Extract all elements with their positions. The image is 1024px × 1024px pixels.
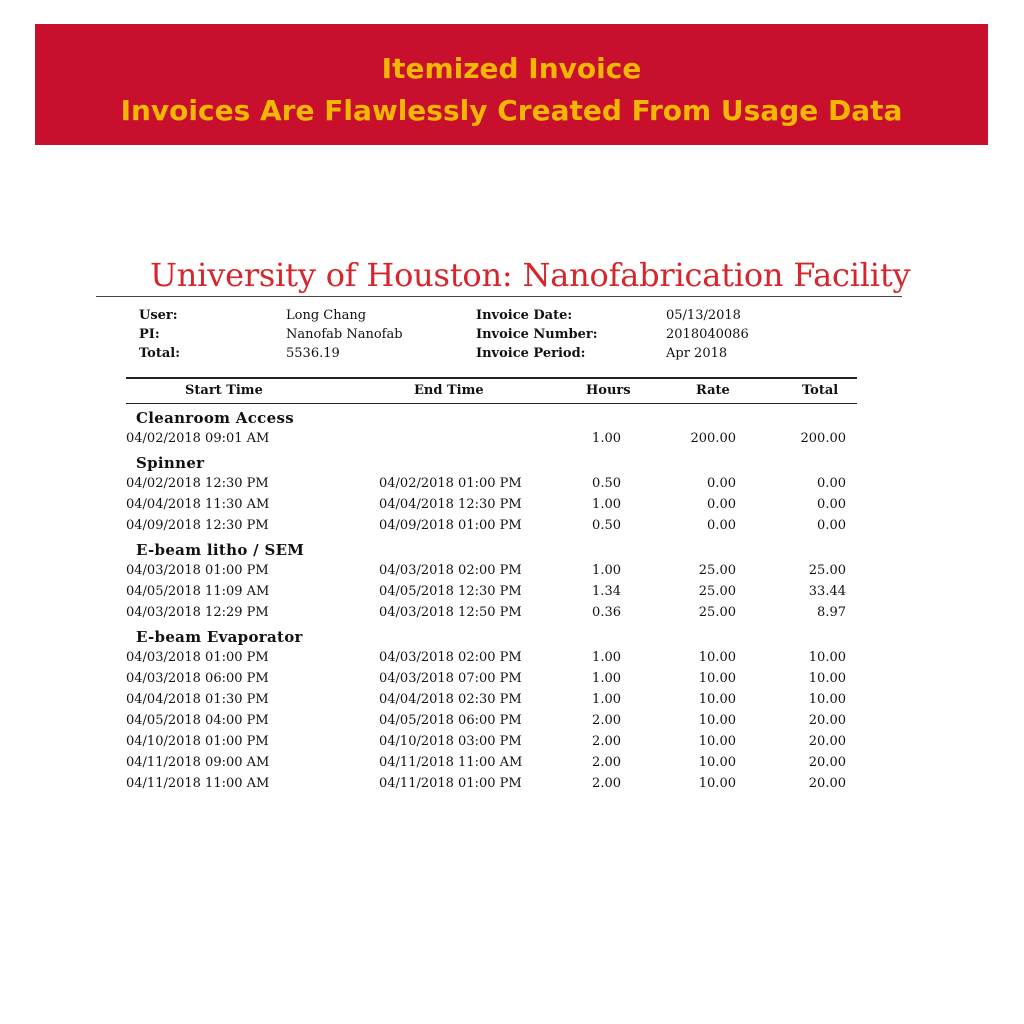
cell-total: 25.00 — [808, 563, 846, 578]
cell-start-time: 04/03/2018 01:00 PM — [126, 563, 269, 578]
group-heading-label: Spinner — [136, 454, 205, 472]
meta-total-value: 5536.19 — [286, 346, 340, 361]
cell-hours: 2.00 — [592, 776, 621, 791]
cell-start-time: 04/10/2018 01:00 PM — [126, 734, 269, 749]
cell-start-time: 04/02/2018 12:30 PM — [126, 476, 269, 491]
cell-rate: 10.00 — [698, 671, 736, 686]
meta-pi-label: PI: — [139, 327, 160, 342]
meta-user-value: Long Chang — [286, 308, 367, 323]
cell-end-time: 04/03/2018 02:00 PM — [379, 650, 522, 665]
cell-start-time: 04/04/2018 11:30 AM — [126, 497, 270, 512]
meta-right-values — [666, 306, 749, 363]
cell-hours: 0.50 — [592, 476, 621, 491]
meta-invoice-number-label: Invoice Number: — [476, 327, 598, 342]
meta-left-values — [286, 306, 403, 363]
cell-end-time: 04/11/2018 01:00 PM — [379, 776, 522, 791]
cell-total: 10.00 — [808, 650, 846, 665]
cell-end-time: 04/11/2018 11:00 AM — [379, 755, 523, 770]
cell-total: 0.00 — [817, 476, 846, 491]
cell-rate: 10.00 — [698, 692, 736, 707]
cell-hours: 1.00 — [592, 692, 621, 707]
cell-rate: 0.00 — [707, 476, 736, 491]
table-row — [126, 473, 857, 494]
banner-subtitle: Invoices Are Flawlessly Created From Usage Data — [120, 94, 903, 127]
cell-rate: 10.00 — [698, 755, 736, 770]
cell-total: 0.00 — [817, 497, 846, 512]
cell-hours: 2.00 — [592, 713, 621, 728]
cell-total: 33.44 — [808, 584, 846, 599]
table-row — [126, 602, 857, 623]
cell-total: 20.00 — [808, 713, 846, 728]
cell-end-time: 04/04/2018 02:30 PM — [379, 692, 522, 707]
meta-pi-value: Nanofab Nanofab — [286, 327, 403, 342]
column-header-rate: Rate — [696, 383, 730, 398]
meta-right-labels — [476, 306, 598, 363]
group-heading-label: E-beam litho / SEM — [136, 541, 305, 559]
cell-end-time: 04/03/2018 12:50 PM — [379, 605, 522, 620]
table-row — [126, 773, 857, 794]
table-row — [126, 515, 857, 536]
usage-table — [126, 377, 857, 794]
cell-end-time: 04/04/2018 12:30 PM — [379, 497, 522, 512]
cell-start-time: 04/04/2018 01:30 PM — [126, 692, 269, 707]
cell-hours: 1.34 — [592, 584, 621, 599]
column-header-start-time: Start Time — [185, 383, 263, 398]
table-body — [126, 404, 857, 794]
meta-invoice-period-value: Apr 2018 — [666, 346, 728, 361]
meta-user-label: User: — [139, 308, 178, 323]
cell-hours: 1.00 — [592, 431, 621, 446]
cell-hours: 2.00 — [592, 734, 621, 749]
invoice-facility-title: University of Houston: Nanofabrication Facility — [150, 256, 911, 294]
cell-total: 10.00 — [808, 671, 846, 686]
cell-end-time: 04/05/2018 06:00 PM — [379, 713, 522, 728]
column-header-end-time: End Time — [414, 383, 484, 398]
cell-hours: 1.00 — [592, 563, 621, 578]
cell-rate: 25.00 — [698, 584, 736, 599]
cell-start-time: 04/03/2018 06:00 PM — [126, 671, 269, 686]
table-row — [126, 689, 857, 710]
table-row — [126, 668, 857, 689]
table-row — [126, 428, 857, 449]
group-heading — [126, 404, 857, 428]
cell-total: 200.00 — [800, 431, 846, 446]
cell-rate: 25.00 — [698, 563, 736, 578]
cell-end-time: 04/03/2018 02:00 PM — [379, 563, 522, 578]
table-row — [126, 560, 857, 581]
cell-rate: 0.00 — [707, 497, 736, 512]
table-row — [126, 710, 857, 731]
cell-rate: 200.00 — [690, 431, 736, 446]
cell-hours: 2.00 — [592, 755, 621, 770]
group-heading-label: E-beam Evaporator — [136, 628, 303, 646]
table-row — [126, 581, 857, 602]
cell-end-time: 04/09/2018 01:00 PM — [379, 518, 522, 533]
meta-total-label: Total: — [139, 346, 181, 361]
table-header-row — [126, 379, 857, 403]
cell-start-time: 04/03/2018 12:29 PM — [126, 605, 269, 620]
meta-invoice-date-value: 05/13/2018 — [666, 308, 741, 323]
table-row — [126, 752, 857, 773]
meta-left-labels — [139, 306, 180, 363]
cell-hours: 0.36 — [592, 605, 621, 620]
group-heading — [126, 449, 857, 473]
cell-rate: 10.00 — [698, 650, 736, 665]
cell-start-time: 04/09/2018 12:30 PM — [126, 518, 269, 533]
cell-rate: 25.00 — [698, 605, 736, 620]
cell-end-time: 04/03/2018 07:00 PM — [379, 671, 522, 686]
title-divider — [96, 296, 902, 297]
cell-start-time: 04/05/2018 11:09 AM — [126, 584, 270, 599]
table-row — [126, 731, 857, 752]
table-row — [126, 494, 857, 515]
column-header-hours: Hours — [586, 383, 631, 398]
cell-rate: 10.00 — [698, 776, 736, 791]
group-heading-label: Cleanroom Access — [136, 409, 294, 427]
cell-end-time: 04/05/2018 12:30 PM — [379, 584, 522, 599]
meta-invoice-number-value: 2018040086 — [666, 327, 749, 342]
cell-start-time: 04/03/2018 01:00 PM — [126, 650, 269, 665]
cell-start-time: 04/11/2018 09:00 AM — [126, 755, 270, 770]
cell-hours: 0.50 — [592, 518, 621, 533]
group-heading — [126, 536, 857, 560]
cell-start-time: 04/05/2018 04:00 PM — [126, 713, 269, 728]
cell-total: 0.00 — [817, 518, 846, 533]
meta-invoice-period-label: Invoice Period: — [476, 346, 586, 361]
group-heading — [126, 623, 857, 647]
cell-rate: 0.00 — [707, 518, 736, 533]
cell-total: 20.00 — [808, 755, 846, 770]
cell-end-time: 04/10/2018 03:00 PM — [379, 734, 522, 749]
cell-hours: 1.00 — [592, 650, 621, 665]
banner-title: Itemized Invoice — [381, 52, 642, 85]
cell-start-time: 04/11/2018 11:00 AM — [126, 776, 270, 791]
cell-total: 8.97 — [817, 605, 846, 620]
table-row — [126, 647, 857, 668]
cell-rate: 10.00 — [698, 713, 736, 728]
cell-total: 20.00 — [808, 776, 846, 791]
column-header-total: Total — [802, 383, 839, 398]
cell-total: 20.00 — [808, 734, 846, 749]
cell-total: 10.00 — [808, 692, 846, 707]
header-banner — [35, 24, 988, 145]
meta-invoice-date-label: Invoice Date: — [476, 308, 573, 323]
cell-start-time: 04/02/2018 09:01 AM — [126, 431, 270, 446]
cell-hours: 1.00 — [592, 497, 621, 512]
cell-rate: 10.00 — [698, 734, 736, 749]
cell-end-time: 04/02/2018 01:00 PM — [379, 476, 522, 491]
cell-hours: 1.00 — [592, 671, 621, 686]
